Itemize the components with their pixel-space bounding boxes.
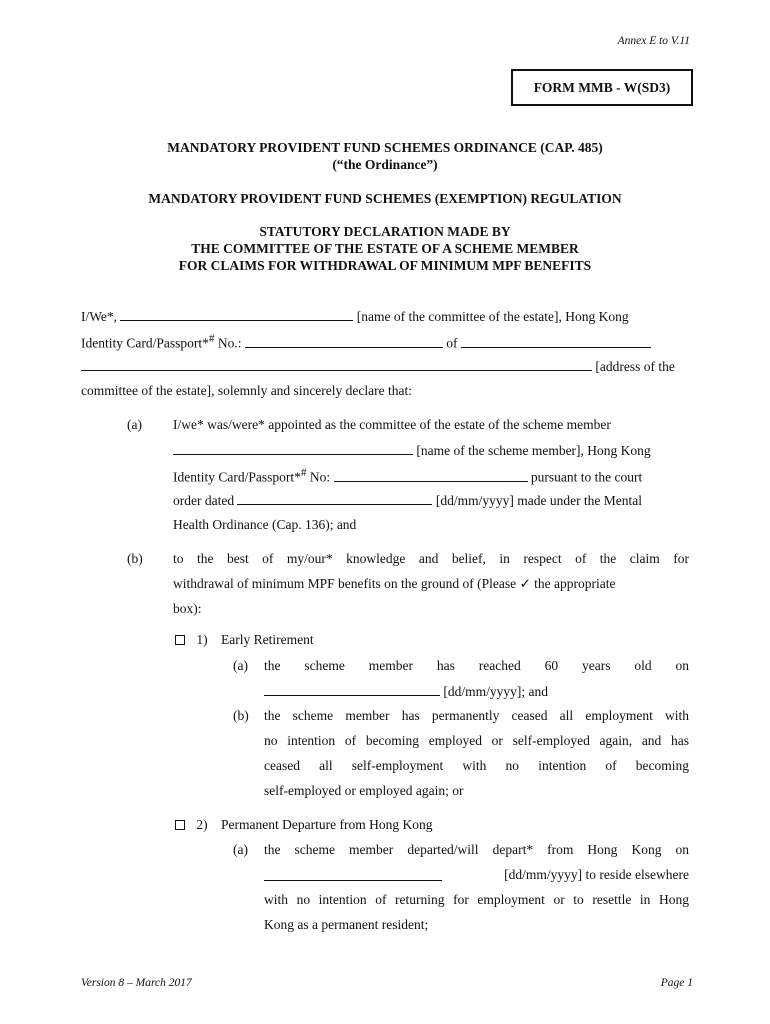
item-b-label: (b) bbox=[127, 551, 143, 566]
intro-id-label: Identity Card/Passport* bbox=[81, 335, 209, 351]
item-a-line-1: I/we* was/were* appointed as the committee of the estate of the scheme member bbox=[173, 417, 611, 432]
form-number: FORM MMB - W(SD3) bbox=[533, 79, 671, 95]
retirement-date-field[interactable] bbox=[264, 683, 440, 696]
option-1-b-line-3: ceased all self-employment with no intention of becoming bbox=[264, 758, 689, 773]
option-2-a-line-2 bbox=[264, 867, 689, 883]
court-order-date-field[interactable] bbox=[237, 492, 432, 505]
intro-of-label: of bbox=[446, 335, 458, 351]
committee-address-field-2[interactable] bbox=[81, 358, 592, 371]
item-b-line-2: withdrawal of minimum MPF benefits on the ground of (Please ✓ the appropriate bbox=[173, 576, 616, 591]
option-2-title: Permanent Departure from Hong Kong bbox=[221, 817, 433, 832]
intro-line-4: committee of the estate], solemnly and sincerely declare that: bbox=[81, 383, 412, 398]
option-2-a-line-1: the scheme member departed/will depart* from Hong Kong on bbox=[264, 842, 689, 857]
heading-declaration-2: THE COMMITTEE OF THE ESTATE OF A SCHEME MEMBER bbox=[191, 241, 579, 256]
item-a-order-label: order dated bbox=[173, 493, 235, 508]
item-a-line-2 bbox=[173, 442, 651, 459]
option-2-a-label: (a) bbox=[233, 842, 248, 857]
scheme-member-id-field[interactable] bbox=[334, 469, 528, 482]
item-a-id-label: Identity Card/Passport* bbox=[173, 469, 301, 485]
option-2-date-label: [dd/mm/yyyy] to reside elsewhere bbox=[504, 867, 689, 882]
heading-declaration-3: FOR CLAIMS FOR WITHDRAWAL OF MINIMUM MPF BENEFITS bbox=[178, 258, 592, 273]
option-1-number: 1) bbox=[196, 632, 208, 647]
heading-declaration-1: STATUTORY DECLARATION MADE BY bbox=[259, 224, 511, 239]
item-a-label: (a) bbox=[127, 417, 142, 432]
option-2-row bbox=[175, 817, 432, 833]
item-a-court-label: pursuant to the court bbox=[530, 469, 643, 485]
footer-version: Version 8 – March 2017 bbox=[81, 977, 192, 989]
form-number-box bbox=[511, 69, 693, 106]
item-a-line-3 bbox=[173, 467, 642, 486]
item-a-line-4 bbox=[173, 492, 642, 509]
intro-line-2 bbox=[81, 333, 651, 352]
annex-reference: Annex E to V.11 bbox=[617, 35, 690, 47]
intro-line-1 bbox=[81, 308, 629, 325]
early-retirement-checkbox[interactable] bbox=[175, 635, 185, 645]
item-a-line-5: Health Ordinance (Cap. 136); and bbox=[173, 517, 357, 532]
heading-regulation: MANDATORY PROVIDENT FUND SCHEMES (EXEMPTION) REGULATION bbox=[148, 191, 622, 206]
intro-committee-label: [name of the committee of the estate], Hong Kong bbox=[356, 309, 629, 324]
item-b-line-3: box): bbox=[173, 601, 202, 616]
intro-iwe: I/We*, bbox=[81, 309, 118, 324]
option-1-b-line-4: self-employed or employed again; or bbox=[264, 783, 464, 798]
option-2-number: 2) bbox=[196, 817, 208, 832]
footer-page-number: Page 1 bbox=[660, 977, 693, 989]
option-1-date-label: [dd/mm/yyyy]; and bbox=[443, 684, 548, 699]
scheme-member-name-field[interactable] bbox=[173, 442, 413, 455]
item-b-line-1: to the best of my/our* knowledge and belief, in respect of the claim for bbox=[173, 551, 689, 566]
option-1-a-label: (a) bbox=[233, 658, 248, 673]
option-1-b-label: (b) bbox=[233, 708, 249, 723]
committee-name-field[interactable] bbox=[120, 308, 353, 321]
intro-address-label: [address of the bbox=[595, 359, 675, 374]
heading-ordinance-short: (“the Ordinance”) bbox=[332, 157, 438, 172]
option-2-a-line-4: Kong as a permanent resident; bbox=[264, 917, 429, 932]
item-a-id-sup: # bbox=[300, 467, 307, 479]
committee-id-field[interactable] bbox=[245, 335, 443, 348]
item-a-no-label: No: bbox=[306, 469, 331, 485]
option-1-a-line-1: the scheme member has reached 60 years old on bbox=[264, 658, 689, 673]
intro-no-label: No.: bbox=[214, 335, 242, 351]
item-a-member-label: [name of the scheme member], Hong Kong bbox=[416, 443, 651, 458]
option-1-row bbox=[175, 632, 314, 648]
item-a-date-label: [dd/mm/yyyy] made under the Mental bbox=[435, 493, 643, 508]
option-1-title: Early Retirement bbox=[221, 632, 314, 647]
heading-ordinance: MANDATORY PROVIDENT FUND SCHEMES ORDINANCE (CAP. 485) bbox=[167, 140, 603, 155]
departure-date-field[interactable] bbox=[264, 868, 442, 881]
intro-id-sup: # bbox=[208, 333, 215, 345]
permanent-departure-checkbox[interactable] bbox=[175, 820, 185, 830]
intro-line-3 bbox=[81, 358, 675, 375]
option-1-a-line-2 bbox=[264, 683, 548, 700]
committee-address-field-1[interactable] bbox=[461, 335, 651, 348]
option-2-a-line-3: with no intention of returning for employment or to resettle in Hong bbox=[264, 892, 689, 907]
option-1-b-line-2: no intention of becoming employed or self-employed again, and has bbox=[264, 733, 689, 748]
option-1-b-line-1: the scheme member has permanently ceased all employment with bbox=[264, 708, 689, 723]
